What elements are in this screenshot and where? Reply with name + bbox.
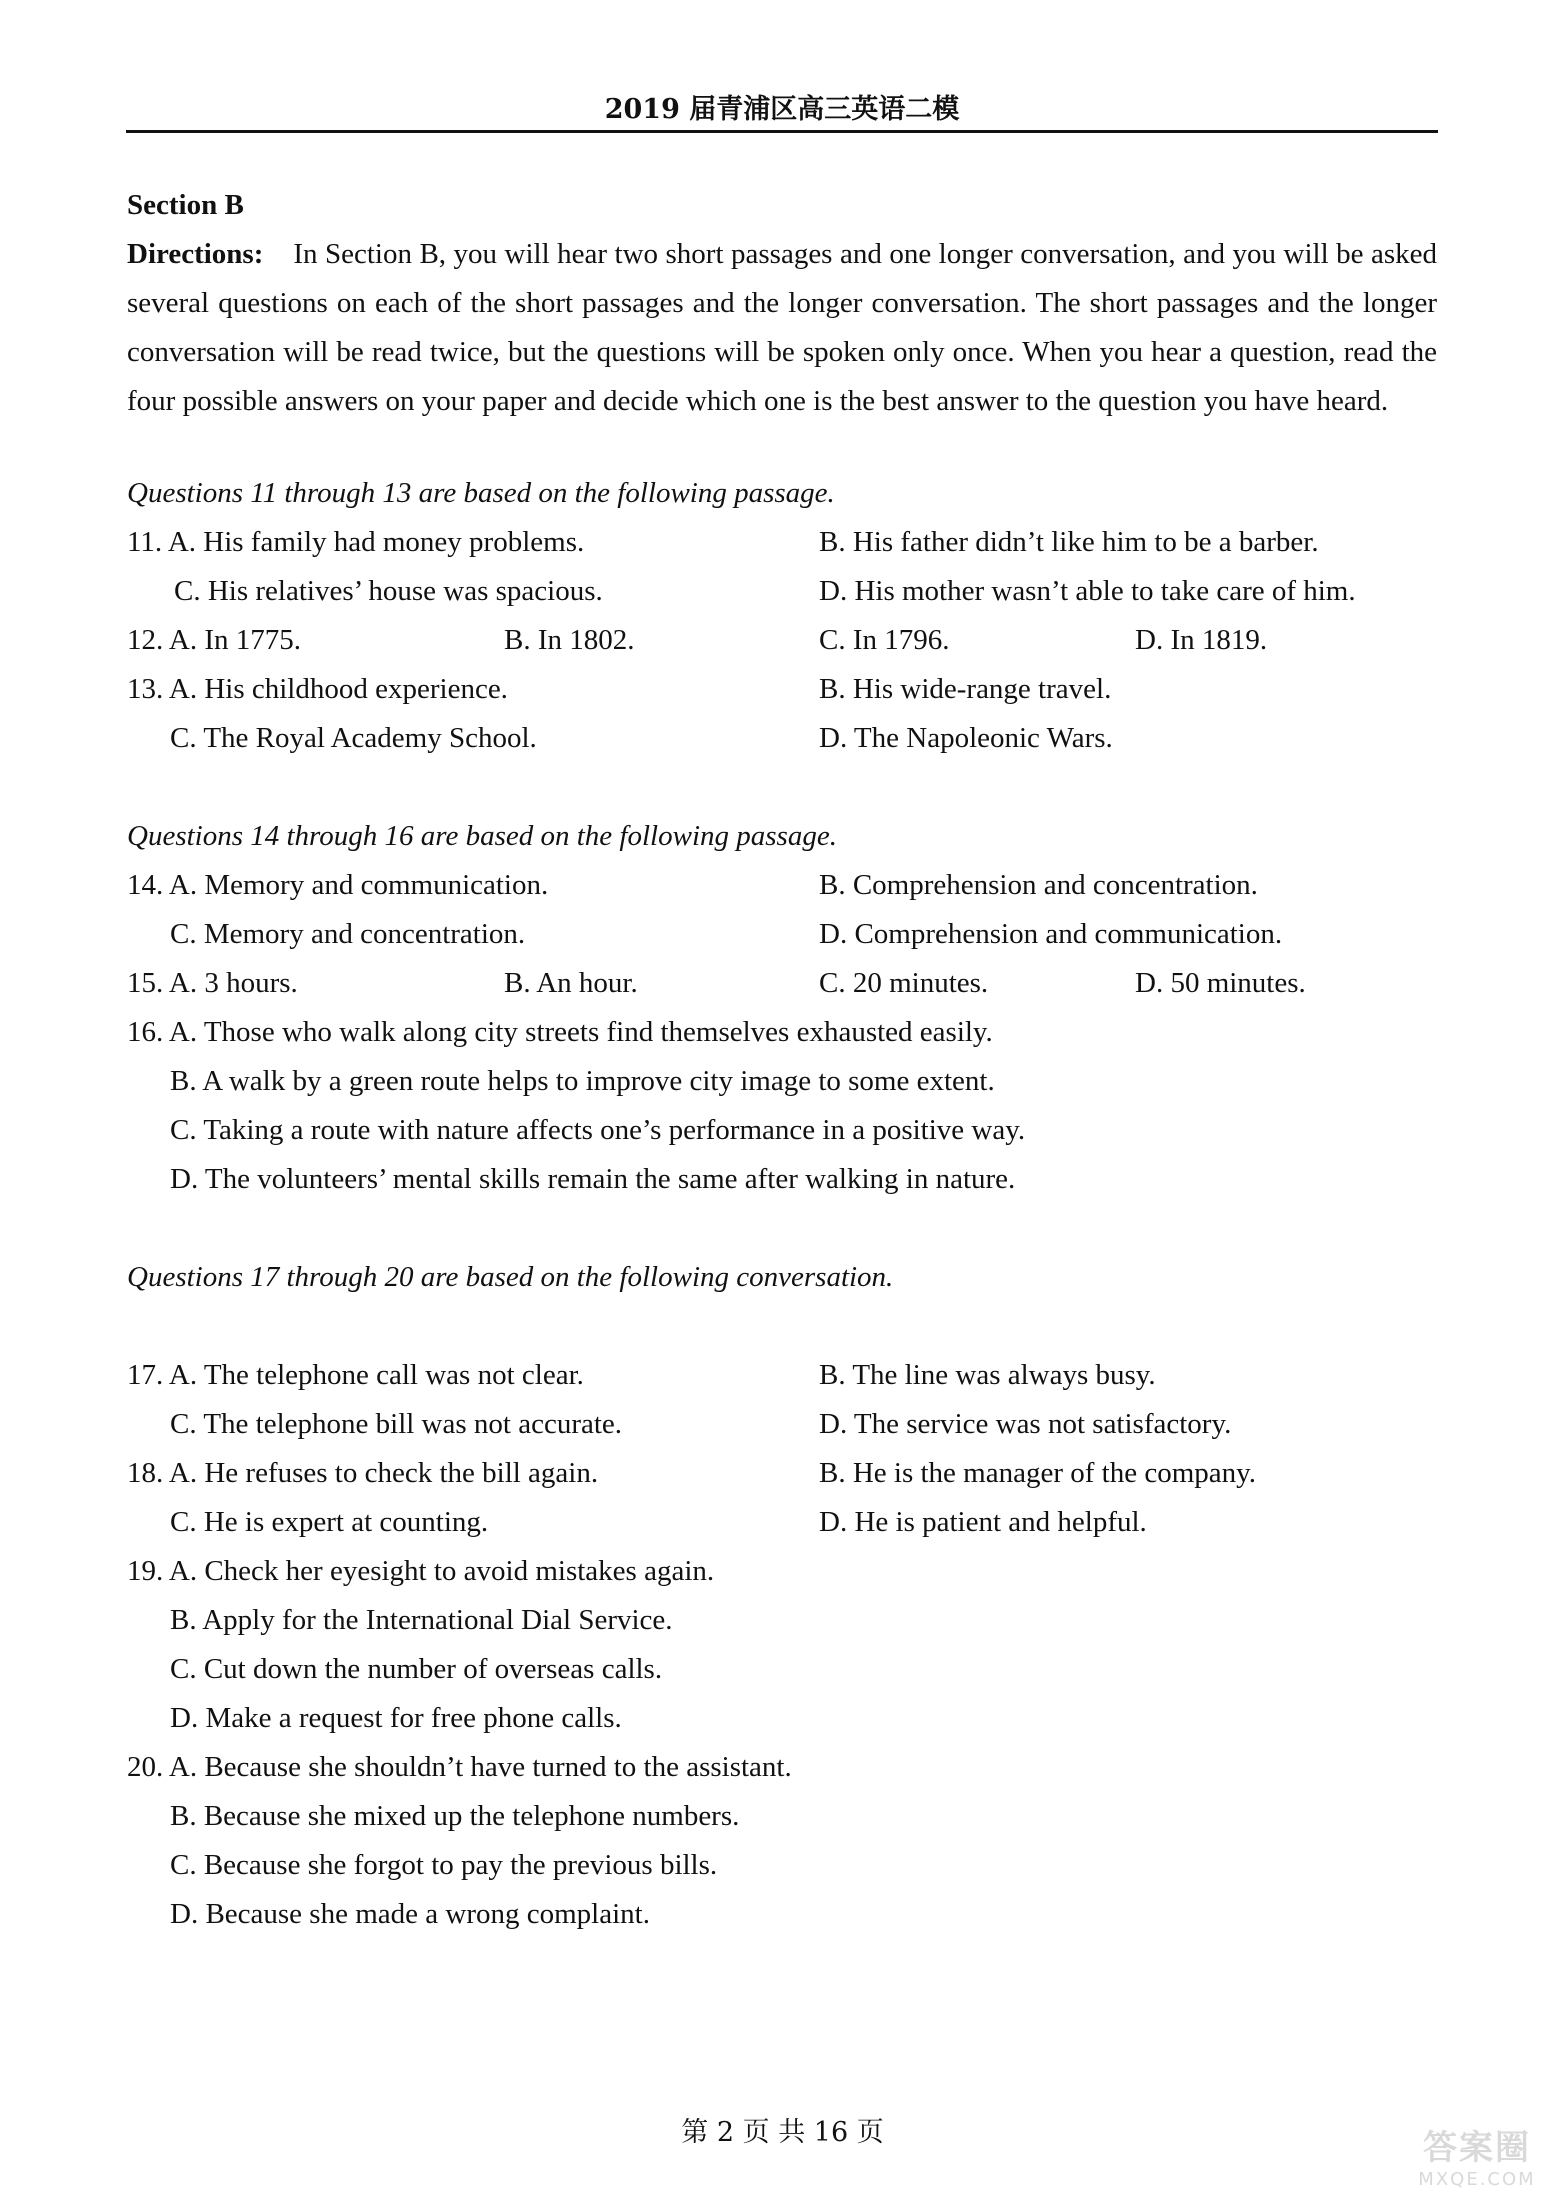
option-d: D. The service was not satisfactory. — [819, 1408, 1232, 1440]
option-d: D. 50 minutes. — [1135, 967, 1306, 999]
section-title: Section B — [127, 189, 244, 221]
option-d: D. The Napoleonic Wars. — [819, 722, 1113, 754]
question-row — [127, 1792, 1437, 1841]
watermark-url: MXQE.COM — [1418, 2169, 1536, 2190]
question-row — [127, 616, 1437, 665]
option-c: C. In 1796. — [819, 624, 950, 656]
question-row — [127, 1057, 1437, 1106]
option-b: B. His father didn’t like him to be a barber. — [819, 526, 1319, 558]
option-a: 14. A. Memory and communication. — [127, 869, 549, 901]
question-row — [127, 1498, 1437, 1547]
option-c: C. The Royal Academy School. — [170, 722, 537, 754]
question-row — [127, 714, 1437, 763]
option-c: C. His relatives’ house was spacious. — [174, 575, 603, 607]
option-c: C. Taking a route with nature affects one’s performance in a positive way. — [170, 1114, 1026, 1146]
option-c: C. 20 minutes. — [819, 967, 989, 999]
option-a: 18. A. He refuses to check the bill again. — [127, 1457, 599, 1489]
question-row — [127, 1400, 1437, 1449]
group-heading-11-13: Questions 11 through 13 are based on the following passage. — [127, 477, 835, 509]
question-row — [127, 1743, 1437, 1792]
question-row — [127, 910, 1437, 959]
option-c: C. Because she forgot to pay the previous bills. — [170, 1849, 718, 1881]
option-b: B. The line was always busy. — [819, 1359, 1156, 1391]
watermark-text: 答案圈 — [1423, 2128, 1531, 2168]
directions-label: Directions: — [127, 238, 264, 270]
option-a: 19. A. Check her eyesight to avoid mistakes again. — [127, 1555, 715, 1587]
option-c: C. Cut down the number of overseas calls. — [170, 1653, 663, 1685]
directions — [127, 230, 1437, 426]
question-row — [127, 1596, 1437, 1645]
option-a: 12. A. In 1775. — [127, 624, 301, 656]
option-d: D. Comprehension and communication. — [819, 918, 1283, 950]
option-a: 16. A. Those who walk along city streets find themselves exhausted easily. — [127, 1016, 993, 1048]
question-row — [127, 1841, 1437, 1890]
page-content — [127, 181, 1437, 1939]
question-row — [127, 1106, 1437, 1155]
question-row — [127, 567, 1437, 616]
question-row — [127, 1155, 1437, 1204]
option-c: C. Memory and concentration. — [170, 918, 526, 950]
page-header — [126, 90, 1438, 133]
question-row — [127, 1890, 1437, 1939]
option-b: B. In 1802. — [504, 624, 635, 656]
question-row — [127, 665, 1437, 714]
option-b: B. An hour. — [504, 967, 638, 999]
question-row — [127, 1547, 1437, 1596]
group-heading-17-20: Questions 17 through 20 are based on the following conversation. — [127, 1261, 894, 1293]
option-d: D. He is patient and helpful. — [819, 1506, 1147, 1538]
option-a: 13. A. His childhood experience. — [127, 673, 508, 705]
question-row — [127, 959, 1437, 1008]
option-b: B. His wide-range travel. — [819, 673, 1112, 705]
option-d: D. In 1819. — [1135, 624, 1268, 656]
question-row — [127, 1008, 1437, 1057]
option-b: B. Comprehension and concentration. — [819, 869, 1258, 901]
watermark-logo — [1407, 2128, 1547, 2198]
option-b: B. Apply for the International Dial Service. — [170, 1604, 673, 1636]
option-b: B. Because she mixed up the telephone numbers. — [170, 1800, 740, 1832]
question-row — [127, 1694, 1437, 1743]
option-b: B. He is the manager of the company. — [819, 1457, 1257, 1489]
option-d: D. Because she made a wrong complaint. — [170, 1898, 650, 1930]
group-heading-14-16: Questions 14 through 16 are based on the following passage. — [127, 820, 837, 852]
option-a: 11. A. His family had money problems. — [127, 526, 585, 558]
question-row — [127, 861, 1437, 910]
question-row — [127, 1645, 1437, 1694]
question-row — [127, 1351, 1437, 1400]
option-c: C. He is expert at counting. — [170, 1506, 489, 1538]
option-d: D. Make a request for free phone calls. — [170, 1702, 622, 1734]
directions-text: In Section B, you will hear two short passages and one longer conversation, and you will be asked several questions on each of the short passages and the longer conversation. The short passages and the longer conversation will be read twice, but the questions will be spoken only once. When you hear a question, read the four possible answers on your paper and decide which one is the best answer to the question you have heard. — [127, 238, 1438, 417]
option-d: D. The volunteers’ mental skills remain the same after walking in nature. — [170, 1163, 1016, 1195]
page-number: 第 2 页 共 16 页 — [681, 2117, 884, 2148]
option-a: 17. A. The telephone call was not clear. — [127, 1359, 584, 1391]
option-b: B. A walk by a green route helps to improve city image to some extent. — [170, 1065, 995, 1097]
question-row — [127, 1449, 1437, 1498]
option-c: C. The telephone bill was not accurate. — [170, 1408, 623, 1440]
question-row — [127, 518, 1437, 567]
header-title: 2019 届青浦区高三英语二模 — [604, 94, 960, 125]
option-a: 20. A. Because she shouldn’t have turned to the assistant. — [127, 1751, 792, 1783]
option-a: 15. A. 3 hours. — [127, 967, 298, 999]
option-d: D. His mother wasn’t able to take care of him. — [819, 575, 1356, 607]
